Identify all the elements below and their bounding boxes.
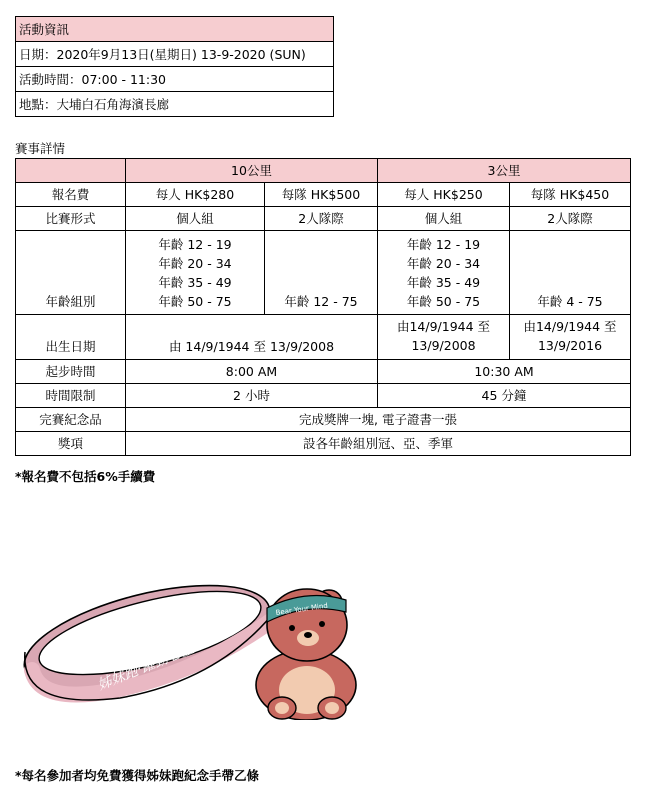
age-range: 年齡 12 - 19	[158, 237, 232, 252]
birth-row	[16, 315, 631, 360]
birth-line: 13/9/2016	[537, 338, 603, 353]
header-10km: 10公里	[126, 159, 378, 183]
race-details-heading: 賽事詳情	[15, 141, 66, 156]
header-blank-cell	[16, 159, 126, 183]
format-row	[16, 207, 631, 231]
age-10km-team: 年齡 12 - 75	[265, 231, 378, 315]
fee-note: *報名費不包括6%手續費	[15, 469, 156, 484]
age-range: 年齡 35 - 49	[406, 275, 481, 290]
fee-3km-individual: 每人 HK$250	[378, 183, 510, 207]
bear-mascot-image	[256, 589, 356, 720]
start-time-row	[16, 360, 631, 384]
prize-row	[16, 432, 631, 456]
prize-label: 獎項	[16, 432, 126, 456]
time-limit-row	[16, 384, 631, 408]
age-range: 年齡 50 - 75	[158, 294, 232, 309]
start-time-3km: 10:30 AM	[378, 360, 631, 384]
format-10km-team: 2人隊際	[265, 207, 378, 231]
event-info-table	[15, 16, 334, 117]
age-range: 年齡 20 - 34	[158, 256, 232, 271]
event-info-title: 活動資訊	[16, 17, 334, 42]
birth-3km-team	[510, 315, 631, 360]
time-limit-3km: 45 分鐘	[378, 384, 631, 408]
birth-line: 由14/9/1944 至	[523, 319, 617, 334]
format-label: 比賽形式	[16, 207, 126, 231]
souvenir-value: 完成獎牌一塊, 電子證書一張	[126, 408, 631, 432]
birth-3km-individual	[378, 315, 510, 360]
birth-10km: 由 14/9/1944 至 13/9/2008	[126, 315, 378, 360]
age-10km-individual	[126, 231, 265, 315]
age-group-row	[16, 231, 631, 315]
birth-label: 出生日期	[16, 315, 126, 360]
fee-label: 報名費	[16, 183, 126, 207]
age-3km-individual	[378, 231, 510, 315]
event-date: 日期：2020年9月13日(星期日) 13-9-2020 (SUN)	[16, 42, 334, 67]
age-range: 年齡 20 - 34	[406, 256, 481, 271]
age-3km-team: 年齡 4 - 75	[510, 231, 631, 315]
age-range: 年齡 35 - 49	[158, 275, 232, 290]
prize-value: 設各年齡組別冠、亞、季軍	[126, 432, 631, 456]
fee-row	[16, 183, 631, 207]
souvenir-row	[16, 408, 631, 432]
birth-line: 由14/9/1944 至	[396, 319, 491, 334]
wristband-image	[20, 565, 280, 711]
wristband-bear-illustration	[20, 540, 365, 720]
event-venue: 地點：大埔白石角海濱長廊	[16, 92, 334, 117]
start-time-10km: 8:00 AM	[126, 360, 378, 384]
wristband-note: *每名參加者均免費獲得姊妹跑紀念手帶乙條	[15, 768, 260, 783]
band-text: 姊妹跑‧躍動心靈	[95, 640, 197, 694]
birth-line: 13/9/2008	[411, 338, 476, 353]
age-group-label: 年齡組別	[16, 231, 126, 315]
time-limit-10km: 2 小時	[126, 384, 378, 408]
age-range: 年齡 50 - 75	[406, 294, 481, 309]
age-range: 年齡 12 - 19	[406, 237, 481, 252]
headband-text: Bear Your Mind	[275, 601, 329, 617]
start-time-label: 起步時間	[16, 360, 126, 384]
race-details-table	[15, 158, 631, 456]
format-3km-individual: 個人組	[378, 207, 510, 231]
format-3km-team: 2人隊際	[510, 207, 631, 231]
header-3km: 3公里	[378, 159, 631, 183]
fee-10km-team: 每隊 HK$500	[265, 183, 378, 207]
time-limit-label: 時間限制	[16, 384, 126, 408]
event-time: 活動時間：07:00 - 11:30	[16, 67, 334, 92]
souvenir-label: 完賽紀念品	[16, 408, 126, 432]
race-header-row	[16, 159, 631, 183]
format-10km-individual: 個人組	[126, 207, 265, 231]
fee-3km-team: 每隊 HK$450	[510, 183, 631, 207]
fee-10km-individual: 每人 HK$280	[126, 183, 265, 207]
